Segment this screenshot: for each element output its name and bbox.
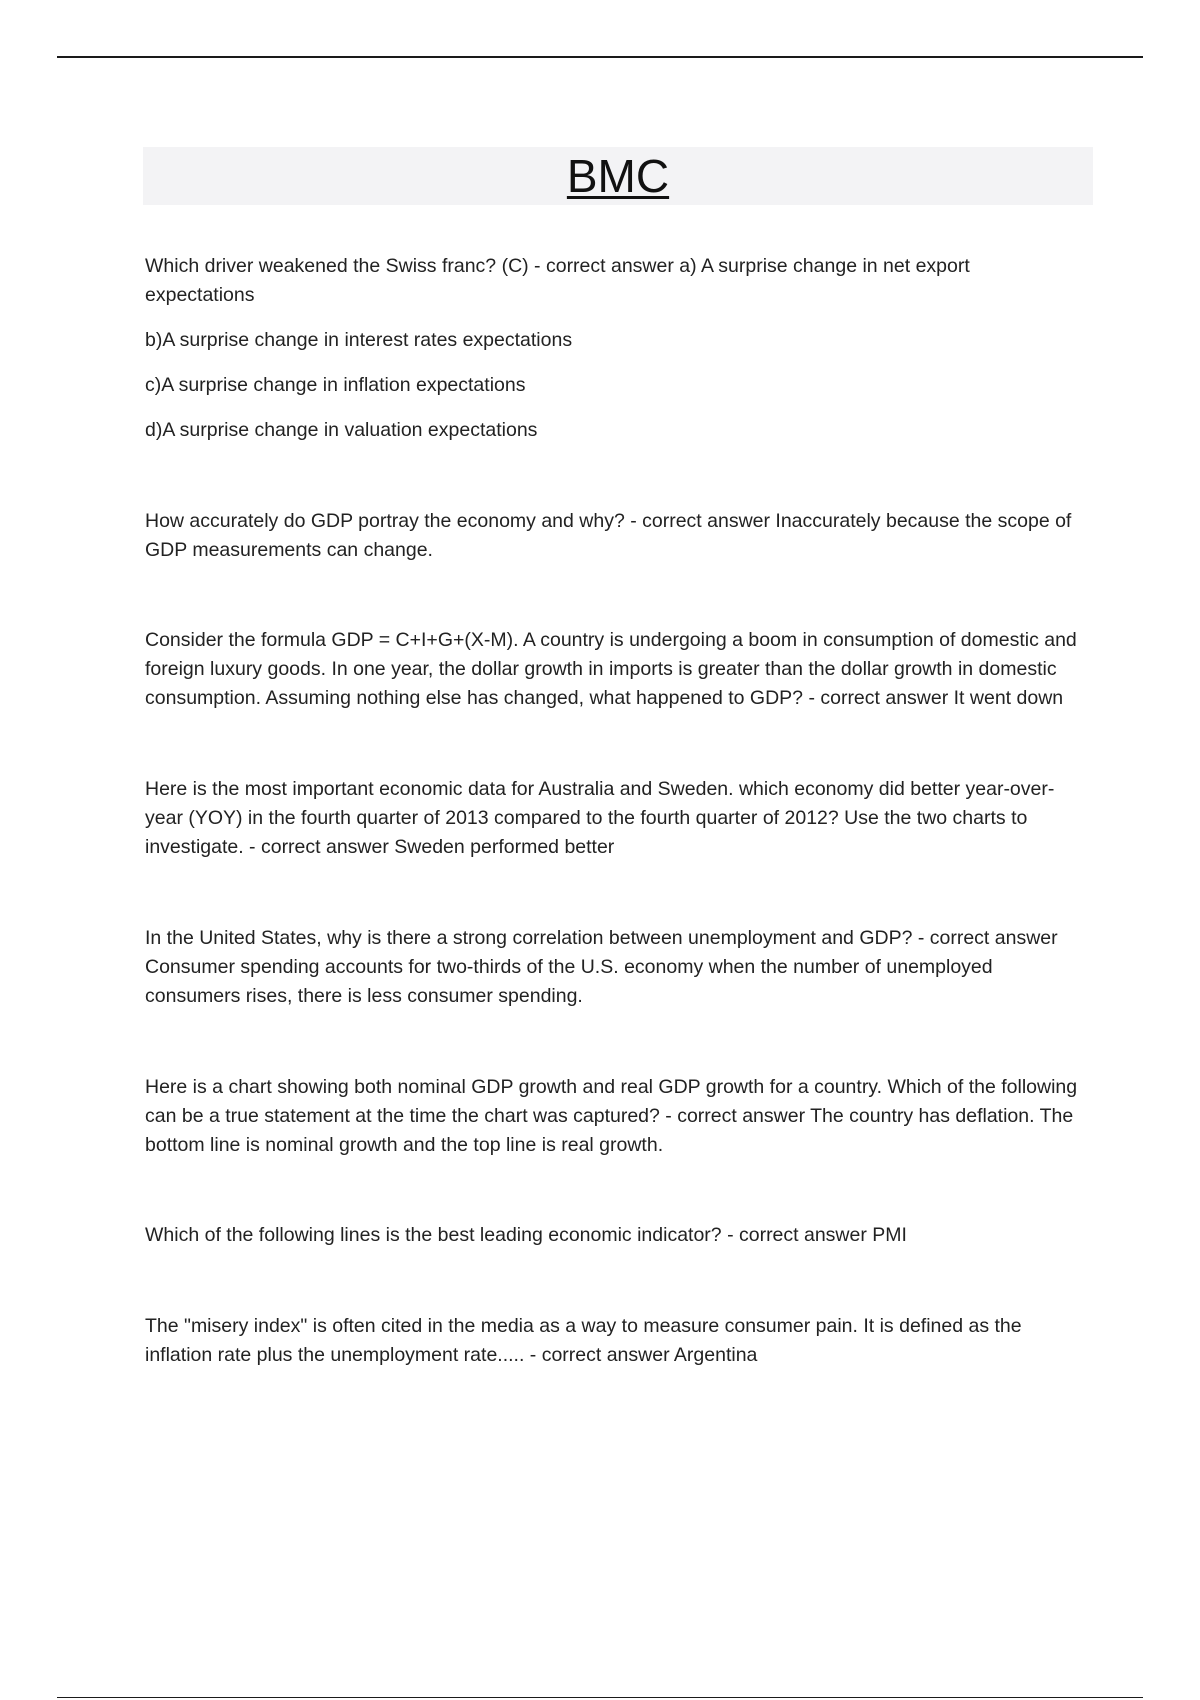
answer-option: b)A surprise change in interest rates expectations	[145, 329, 573, 351]
document-title: BMC	[566, 150, 670, 202]
question-block	[145, 1073, 1080, 1160]
title-banner	[143, 147, 1093, 205]
document-body	[145, 252, 1080, 1370]
question-text: Consider the formula GDP = C+I+G+(X-M). A country is undergoing a boom in consumption of domestic and foreign luxury goods. In one year, the dollar growth in imports is greater than the dollar growth in domestic consumption. Assuming nothing else has changed, what happened to GDP? - correct answer It went down	[145, 629, 1077, 709]
question-text: How accurately do GDP portray the economy and why? - correct answer Inaccurately because the scope of GDP measurements can change.	[145, 510, 1072, 561]
question-text: Which driver weakened the Swiss franc? (C) - correct answer a) A surprise change in net export expectations	[145, 255, 970, 306]
question-text: Which of the following lines is the best leading economic indicator? - correct answer PMI	[145, 1224, 907, 1246]
answer-option: d)A surprise change in valuation expectations	[145, 419, 538, 441]
question-block	[145, 252, 1080, 445]
question-text: Here is the most important economic data for Australia and Sweden. which economy did better year-over-year (YOY) in the fourth quarter of 2013 compared to the fourth quarter of 2012? Use the two charts to investigate. - correct answer Sweden performed better	[145, 778, 1055, 858]
question-block	[145, 626, 1080, 713]
question-text: Here is a chart showing both nominal GDP growth and real GDP growth for a country. Which of the following can be a true statement at the time the chart was captured? - correct answer The country has deflation. The bottom line is nominal growth and the top line is real growth.	[145, 1076, 1078, 1156]
top-divider	[57, 56, 1143, 58]
question-text: The "misery index" is often cited in the media as a way to measure consumer pain. It is defined as the inflation rate plus the unemployment rate..... - correct answer Argentina	[145, 1315, 1022, 1366]
question-text: In the United States, why is there a strong correlation between unemployment and GDP? - correct answer Consumer spending accounts for two-thirds of the U.S. economy when the number of unemployed consumers rises, there is less consumer spending.	[145, 927, 1058, 1007]
bottom-divider	[57, 1697, 1143, 1698]
question-block	[145, 924, 1080, 1011]
question-block	[145, 1312, 1080, 1370]
answer-option: c)A surprise change in inflation expectations	[145, 374, 526, 396]
question-block	[145, 775, 1080, 862]
question-block	[145, 1221, 1080, 1250]
question-block	[145, 507, 1080, 565]
